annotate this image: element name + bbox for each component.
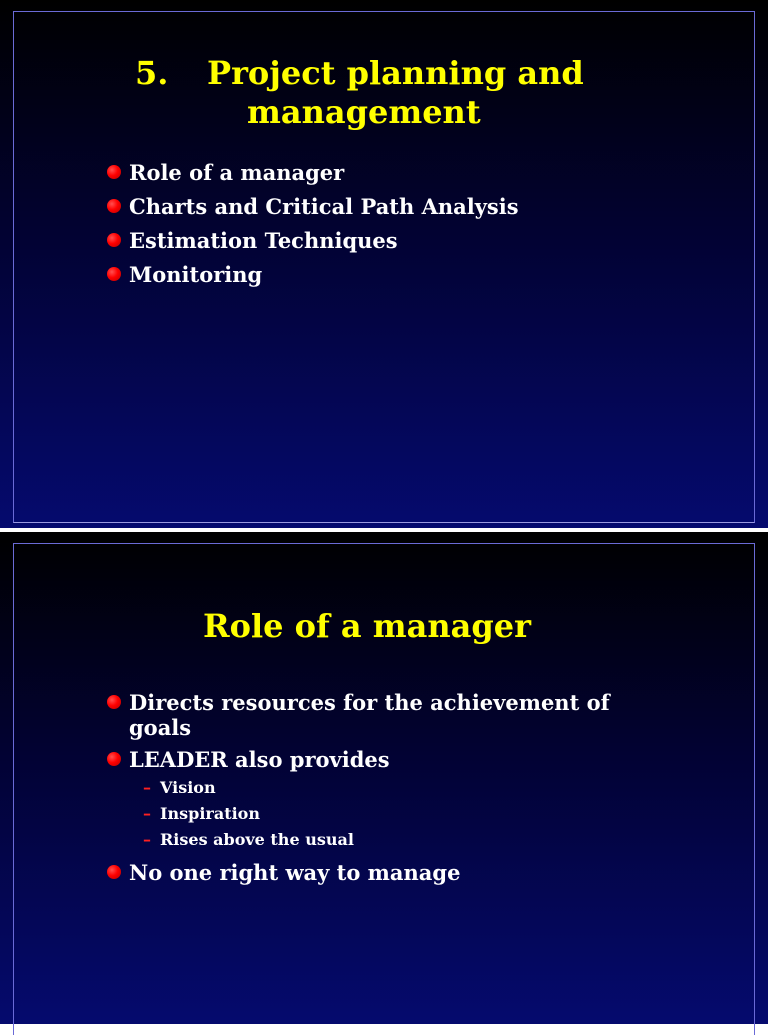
dash-icon: –	[143, 778, 151, 797]
sub-bullet-text: Vision	[160, 778, 216, 797]
bullet-dot-icon	[107, 267, 121, 281]
bullet-list	[106, 160, 666, 296]
bullet-item	[106, 262, 666, 287]
bullet-dot-icon	[107, 233, 121, 247]
dash-icon: –	[143, 830, 151, 849]
bullet-text: Directs resources for the achievement of goals	[129, 690, 610, 740]
bullet-dot-icon	[107, 199, 121, 213]
bullet-item	[106, 228, 666, 253]
slide-title-continued: management	[247, 93, 481, 131]
sub-bullet-list	[129, 775, 666, 853]
bullet-text: No one right way to manage	[129, 860, 461, 885]
dash-icon: –	[143, 804, 151, 823]
bullet-text: Monitoring	[129, 262, 263, 287]
slide-2	[0, 532, 768, 1024]
bullet-item	[106, 160, 666, 185]
bullet-list	[106, 690, 666, 892]
sub-bullet-item	[129, 775, 666, 801]
bullet-dot-icon	[107, 752, 121, 766]
bullet-text: Role of a manager	[129, 160, 345, 185]
sub-bullet-text: Inspiration	[160, 804, 260, 823]
sub-bullet-item	[129, 801, 666, 827]
bullet-item	[106, 747, 666, 853]
bullet-dot-icon	[107, 695, 121, 709]
bullet-text: Charts and Critical Path Analysis	[129, 194, 519, 219]
bullet-text: Estimation Techniques	[129, 228, 398, 253]
bullet-item	[106, 690, 666, 740]
slide-title-number: 5.	[135, 54, 169, 92]
bullet-item	[106, 194, 666, 219]
bullet-dot-icon	[107, 865, 121, 879]
bullet-item	[106, 860, 666, 885]
bullet-dot-icon	[107, 165, 121, 179]
sub-bullet-text: Rises above the usual	[160, 830, 354, 849]
bullet-text: LEADER also provides	[129, 747, 390, 772]
sub-bullet-item	[129, 827, 666, 853]
slide-title: Role of a manager	[203, 607, 531, 645]
slide-title: Project planning and	[207, 54, 584, 92]
